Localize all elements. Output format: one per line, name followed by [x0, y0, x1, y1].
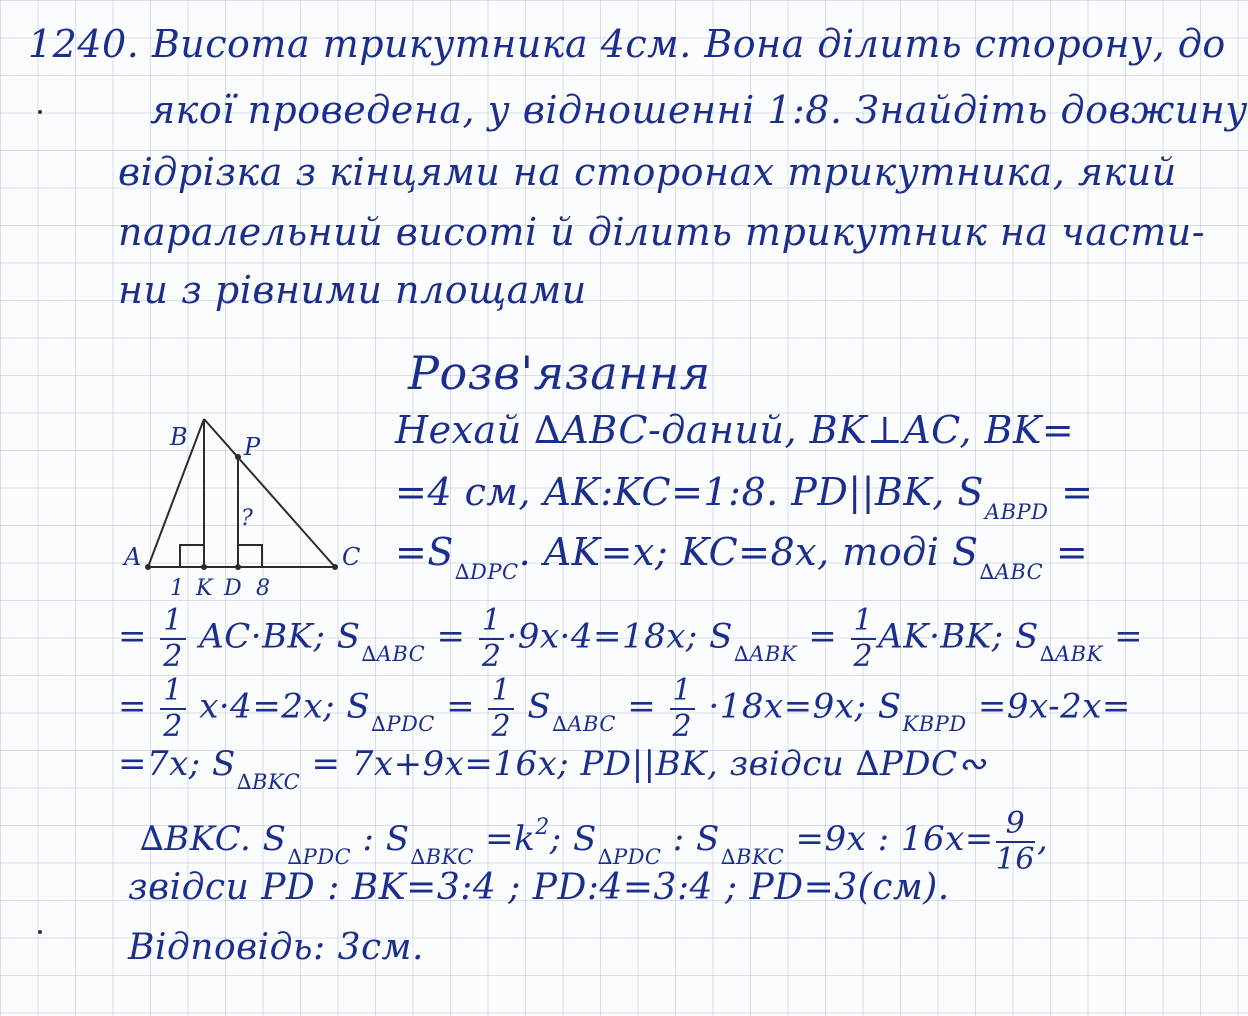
- label-p: P: [244, 433, 261, 461]
- point-d: [235, 564, 241, 570]
- solution-line-5: = $\frac{1}{2}$ x·4=2x; $S_{\Delta PDC}$ = $\frac{1}{2}$ $S_{\Delta ABC}$ = $\frac{1}{2}$ ·18x=9x; $S_{KBPD} =9x-2x=$: [118, 673, 1131, 744]
- right-angle-d: [238, 545, 262, 567]
- point-p: [235, 454, 241, 460]
- solution-line-1: Нехай ∆ABC-даний, BK⊥AC, BK=: [395, 408, 1075, 452]
- fraction: $\frac{1}{2}$: [670, 676, 696, 742]
- label-b: B: [170, 423, 188, 451]
- label-question: ?: [241, 506, 253, 531]
- problem-line-2: якої проведена, у відношенні 1:8. Знайдіть довжину: [150, 88, 1248, 132]
- label-eight: 8: [256, 576, 270, 601]
- label-c: C: [342, 543, 361, 571]
- answer: Відповідь: 3см.: [128, 927, 424, 968]
- solution-line-8: звідси PD : BK=3:4 ; PD:4=3:4 ; PD=3(см).: [128, 867, 950, 908]
- solution-title: Розв'язання: [408, 346, 711, 400]
- fraction: $\frac{9}{16}$: [995, 805, 1035, 877]
- fraction: $\frac{1}{2}$: [851, 606, 877, 672]
- label-k: K: [196, 576, 213, 601]
- point-c: [332, 564, 338, 570]
- problem-line-3: відрізка з кінцями на сторонах трикутника, який: [118, 150, 1177, 194]
- fraction: $\frac{1}{2}$: [160, 676, 186, 742]
- margin-dot: [38, 930, 42, 934]
- margin-dot: [38, 110, 42, 114]
- solution-line-3: $=S_{\Delta DPC}$. AK=x; KC=8x, тоді $S_{\Delta ABC}$ =: [395, 530, 1089, 584]
- solution-line-7: ∆BKC. $S_{\Delta PDC}$ : $S_{\Delta BKC} =k^2$; $S_{\Delta PDC}$ : $S_{\Delta BKC} =9x$ : 16x= $\frac{9}{16}$ ,: [140, 805, 1049, 877]
- solution-line-6: =7x; $S_{\Delta BKC} = 7x+9x=16x$; PD||BK, звідси ∆PDC∾: [118, 744, 987, 794]
- side-bc: [204, 419, 335, 567]
- label-d: D: [224, 576, 242, 601]
- problem-line-4: паралельний висоті й ділить трикутник на части-: [118, 210, 1206, 254]
- solution-line-2: =4 см, AK:KC=1:8. PD||BK, $S_{ABPD}$ =: [395, 470, 1094, 524]
- point-a: [145, 564, 151, 570]
- solution-line-4: = $\frac{1}{2}$ AC·BK; $S_{\Delta ABC}$ = $\frac{1}{2}$ ·9x·4=18x; $S_{\Delta ABK}$ = $\frac{1}{2}$ AK·BK; $S_{\Delta ABK}$ =: [118, 603, 1144, 674]
- fraction: $\frac{1}{2}$: [160, 606, 186, 672]
- triangle-figure: [120, 405, 360, 605]
- point-k: [201, 564, 207, 570]
- label-one: 1: [170, 576, 184, 601]
- problem-line-5: ни з рівними площами: [118, 268, 587, 312]
- label-a: A: [124, 543, 142, 571]
- problem-line-1: 1240. Висота трикутника 4см. Вона ділить сторону, до: [28, 22, 1226, 66]
- right-angle-k: [180, 545, 204, 567]
- fraction: $\frac{1}{2}$: [479, 606, 505, 672]
- fraction: $\frac{1}{2}$: [488, 676, 514, 742]
